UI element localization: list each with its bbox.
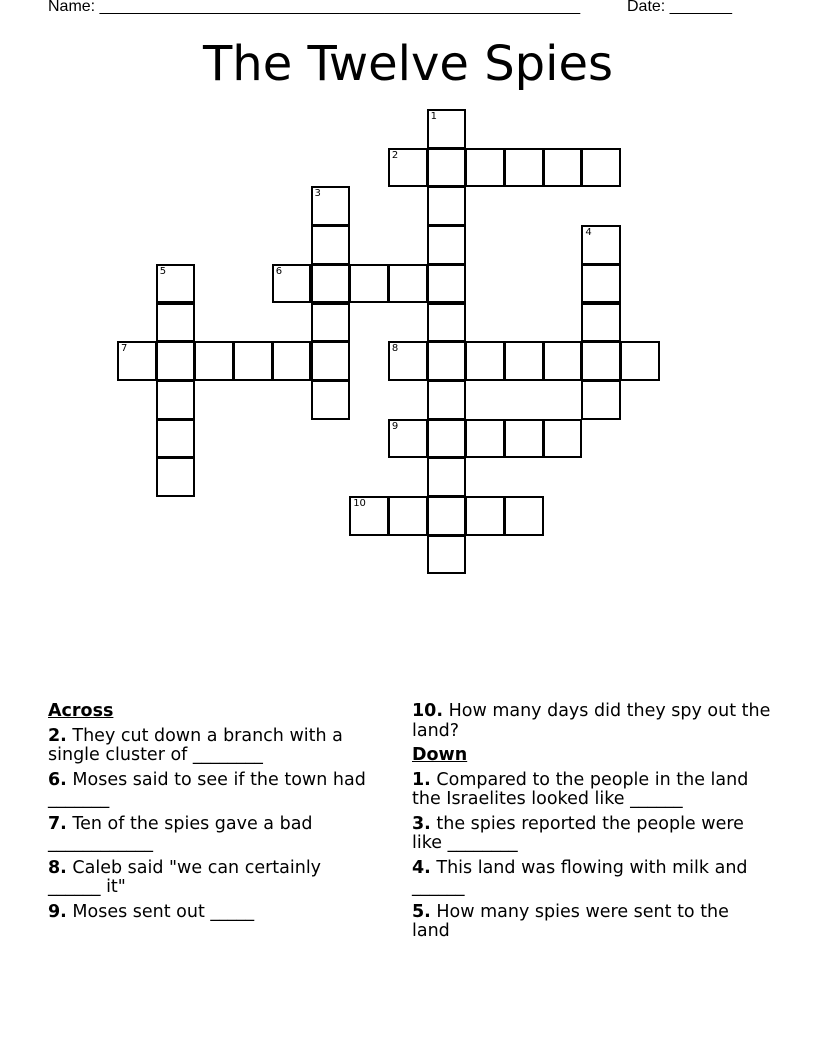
crossword-cell[interactable] xyxy=(427,496,467,536)
crossword-cell[interactable] xyxy=(388,419,428,459)
clue-text: How many days did they spy out the land? xyxy=(412,701,771,741)
crossword-cell[interactable] xyxy=(465,148,505,188)
date-label[interactable]: Date: _______ xyxy=(627,0,732,15)
clue-text: They cut down a branch with a single cluster of ________ xyxy=(48,725,343,765)
crossword-cell[interactable] xyxy=(272,341,312,381)
crossword-cell[interactable] xyxy=(427,109,467,149)
crossword-cell[interactable] xyxy=(427,264,467,304)
clue-item xyxy=(48,771,378,810)
clue-number: 9 xyxy=(391,420,399,432)
clue-text: Moses said to see if the town had _______ xyxy=(48,769,366,809)
crossword-cell[interactable] xyxy=(427,341,467,381)
crossword-cell[interactable] xyxy=(156,419,196,459)
clue-text: the spies reported the people were like ________ xyxy=(412,813,744,853)
crossword-cell[interactable] xyxy=(465,419,505,459)
clue-number: 5 xyxy=(159,265,167,277)
crossword-cell[interactable] xyxy=(504,341,544,381)
clue-number: 2. xyxy=(48,725,67,746)
crossword-cell[interactable] xyxy=(117,341,157,381)
clue-text: Moses sent out _____ xyxy=(66,901,255,922)
crossword-cell[interactable] xyxy=(388,264,428,304)
clue-item xyxy=(412,702,772,741)
clue-number: 8. xyxy=(48,857,67,878)
clue-number: 1. xyxy=(412,769,431,790)
clue-number: 6. xyxy=(48,769,67,790)
crossword-cell[interactable] xyxy=(311,225,351,265)
clues-column-left xyxy=(48,702,378,927)
clue-number: 3 xyxy=(314,188,321,200)
crossword-cell[interactable] xyxy=(427,303,467,343)
crossword-cell[interactable] xyxy=(311,264,351,304)
clue-number: 6 xyxy=(275,265,283,277)
clue-text: Ten of the spies gave a bad ____________ xyxy=(48,813,313,853)
clue-item xyxy=(48,903,378,923)
clue-item xyxy=(412,815,772,854)
across-heading: Across xyxy=(48,701,114,721)
crossword-cell[interactable] xyxy=(311,380,351,420)
clue-number: 8 xyxy=(391,343,399,355)
crossword-cell[interactable] xyxy=(233,341,273,381)
crossword-cell[interactable] xyxy=(156,341,196,381)
crossword-cell[interactable] xyxy=(543,148,583,188)
crossword-cell[interactable] xyxy=(543,341,583,381)
crossword-cell[interactable] xyxy=(427,457,467,497)
clue-number: 2 xyxy=(391,149,399,161)
crossword-cell[interactable] xyxy=(156,264,196,304)
crossword-cell[interactable] xyxy=(465,341,505,381)
clue-number: 7 xyxy=(121,343,128,355)
crossword-cell[interactable] xyxy=(504,496,544,536)
clues-column-right xyxy=(412,702,772,947)
crossword-cell[interactable] xyxy=(581,380,621,420)
crossword-cell[interactable] xyxy=(156,380,196,420)
crossword-cell[interactable] xyxy=(388,148,428,188)
clue-text: Compared to the people in the land the Israelites looked like ______ xyxy=(412,769,749,809)
crossword-cell[interactable] xyxy=(427,535,467,575)
crossword-cell[interactable] xyxy=(427,148,467,188)
crossword-cell[interactable] xyxy=(156,303,196,343)
crossword-cell[interactable] xyxy=(581,225,621,265)
crossword-cell[interactable] xyxy=(581,341,621,381)
name-label[interactable]: Name: ______________________________________________________ xyxy=(48,0,581,15)
clue-number: 5. xyxy=(412,901,431,922)
crossword-cell[interactable] xyxy=(272,264,312,304)
crossword-cell[interactable] xyxy=(581,303,621,343)
crossword-cell[interactable] xyxy=(156,457,196,497)
clue-text: How many spies were sent to the land xyxy=(412,901,729,941)
clue-number: 7. xyxy=(48,813,67,834)
down-heading: Down xyxy=(412,745,468,765)
crossword-cell[interactable] xyxy=(620,341,660,381)
crossword-cell[interactable] xyxy=(311,341,351,381)
clue-item xyxy=(412,903,772,942)
clue-number: 9. xyxy=(48,901,67,922)
page-title: The Twelve Spies xyxy=(202,36,614,92)
crossword-cell[interactable] xyxy=(543,419,583,459)
crossword-cell[interactable] xyxy=(388,496,428,536)
clue-number: 4 xyxy=(585,227,592,239)
crossword-cell[interactable] xyxy=(311,186,351,226)
crossword-cell[interactable] xyxy=(581,264,621,304)
crossword-cell[interactable] xyxy=(311,303,351,343)
crossword-cell[interactable] xyxy=(427,380,467,420)
clue-item xyxy=(412,771,772,810)
clue-text: This land was flowing with milk and ______ xyxy=(412,857,748,897)
crossword-cell[interactable] xyxy=(504,419,544,459)
clue-item xyxy=(48,815,378,854)
crossword-cell[interactable] xyxy=(349,264,389,304)
crossword-cell[interactable] xyxy=(427,225,467,265)
crossword-cell[interactable] xyxy=(427,419,467,459)
clue-number: 3. xyxy=(412,813,431,834)
clue-number: 10 xyxy=(353,498,366,509)
crossword-cell[interactable] xyxy=(388,341,428,381)
clue-text: Caleb said "we can certainly ______ it" xyxy=(48,857,322,897)
crossword-cell[interactable] xyxy=(194,341,234,381)
clue-number: 4. xyxy=(412,857,431,878)
clue-number: 1 xyxy=(430,111,437,122)
crossword-cell[interactable] xyxy=(504,148,544,188)
clue-item xyxy=(48,727,378,766)
clue-number: 10. xyxy=(412,701,444,721)
crossword-cell[interactable] xyxy=(349,496,389,536)
crossword-cell[interactable] xyxy=(427,186,467,226)
crossword-cell[interactable] xyxy=(581,148,621,188)
clue-item xyxy=(412,859,772,898)
crossword-cell[interactable] xyxy=(465,496,505,536)
clue-item xyxy=(48,859,378,898)
